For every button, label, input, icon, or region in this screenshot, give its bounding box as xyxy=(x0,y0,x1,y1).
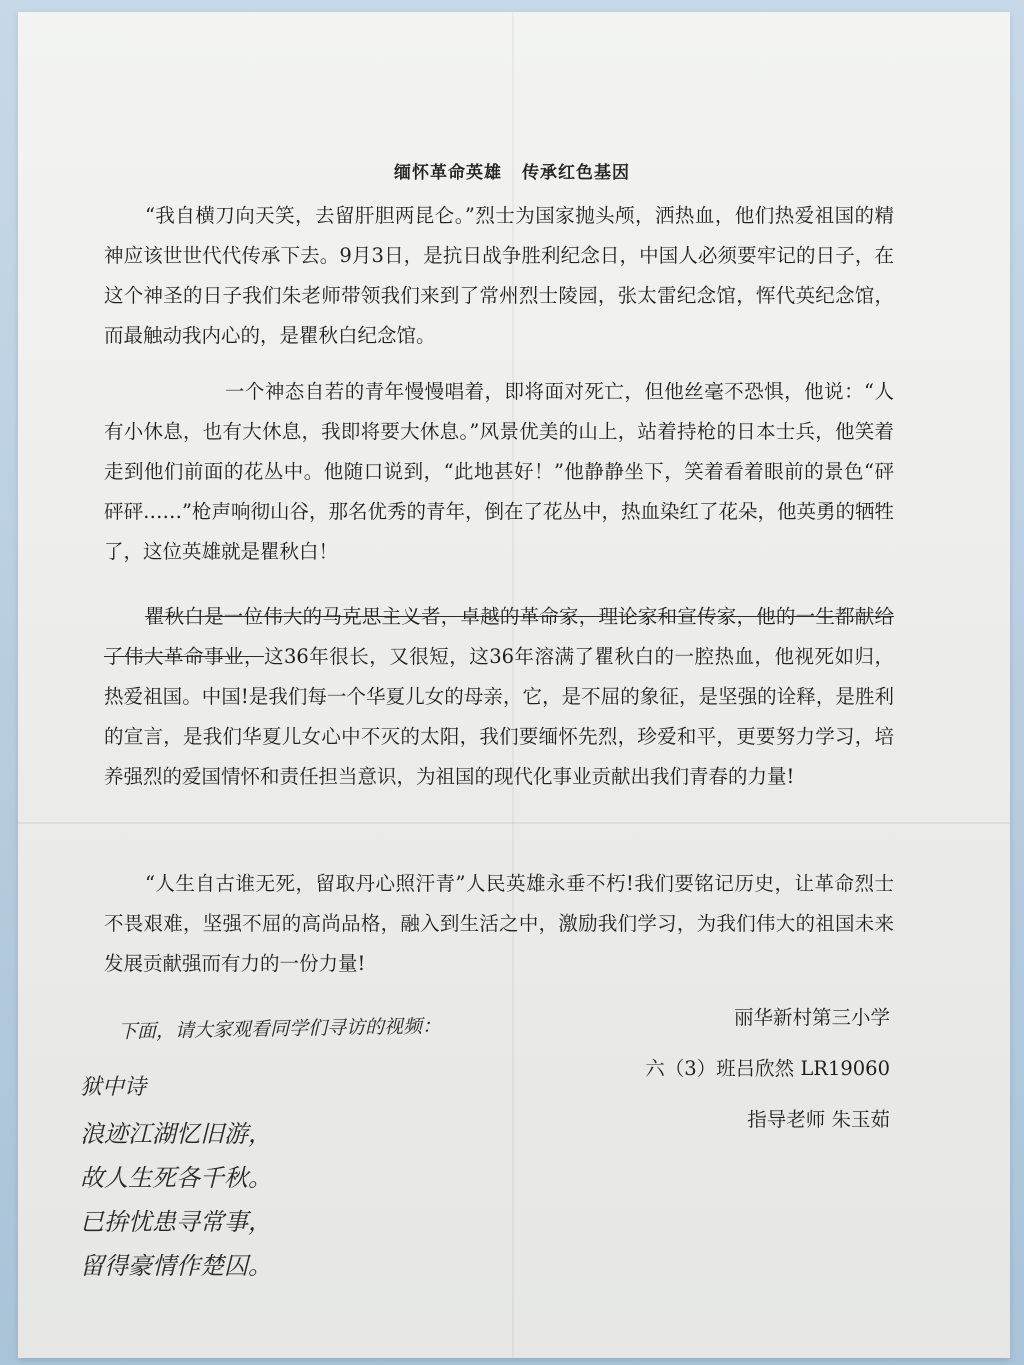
paragraph-4: “人生自古谁无死，留取丹心照汗青”人民英雄永垂不朽!我们要铭记历史，让革命烈士不畏艰难，坚强不屈的高尚品格，融入到生活之中，激励我们学习，为我们伟大的祖国未来发展贡献强而有力的一份力量! xyxy=(104,872,894,975)
title-part-1: 缅怀革命英雄 xyxy=(394,163,502,183)
handwritten-poem-line: 浪迹江湖忆旧游， xyxy=(80,1120,272,1148)
signature-student: 六（3）班吕欣然 LR19060 xyxy=(645,1057,890,1080)
handwritten-poem-line: 已拚忧患寻常事， xyxy=(80,1208,272,1236)
handwritten-poem-line: 故人生死各千秋。 xyxy=(80,1164,272,1192)
paragraph-3 xyxy=(104,597,894,797)
signature-school: 丽华新村第三小学 xyxy=(733,1006,890,1029)
paragraph-2: 一个神态自若的青年慢慢唱着，即将面对死亡，但他丝毫不恐惧，他说：“人有小休息，也有大休息，我即将要大休息。”风景优美的山上，站着持枪的日本士兵，他笑着走到他们前面的花丛中。他随口说到，“此地甚好！”他静静坐下，笑着看着眼前的景色“砰砰砰……”枪声响彻山谷，那名优秀的青年，倒在了花丛中，热血染红了花朵，他英勇的牺牲了，这位英雄就是瞿秋白！ xyxy=(104,380,894,563)
paragraph-3-text: 这36年很长，又很短，这36年溶满了瞿秋白的一腔热血，他视死如归，热爱祖国。中国!是我们每一个华夏儿女的母亲，它，是不屈的象征，是坚强的诠释，是胜利的宣言，是我们华夏儿女心中不灭的太阳，我们要缅怀先烈，珍爱和平，更要努力学习，培养强烈的爱国情怀和责任担当意识，为祖国的现代化事业贡献出我们青春的力量! xyxy=(104,645,894,788)
handwritten-note: 下面，请大家观看同学们寻访的视频： xyxy=(117,1015,442,1043)
paper-fold-horizontal xyxy=(18,822,1010,824)
handwritten-poem-title: 狱中诗 xyxy=(80,1075,147,1100)
struck-out-text: 瞿秋白是一位伟大的马克思主义者，卓越的革命家，理论家和宣传家，他的一生都献给了伟大革命事业， xyxy=(104,605,894,668)
signature-teacher: 指导老师 朱玉茹 xyxy=(747,1108,890,1131)
title-part-2: 传承红色基因 xyxy=(522,163,630,183)
paragraph-1: “我自横刀向天笑，去留肝胆两昆仑。”烈士为国家抛头颅，洒热血，他们热爱祖国的精神应该世世代代传承下去。9月3日，是抗日战争胜利纪念日，中国人必须要牢记的日子，在这个神圣的日子我们朱老师带领我们来到了常州烈士陵园，张太雷纪念馆，恽代英纪念馆，而最触动我内心的，是瞿秋白纪念馆。 xyxy=(104,204,894,347)
handwritten-poem-line: 留得豪情作楚囚。 xyxy=(80,1252,272,1280)
document-title xyxy=(0,158,1024,183)
